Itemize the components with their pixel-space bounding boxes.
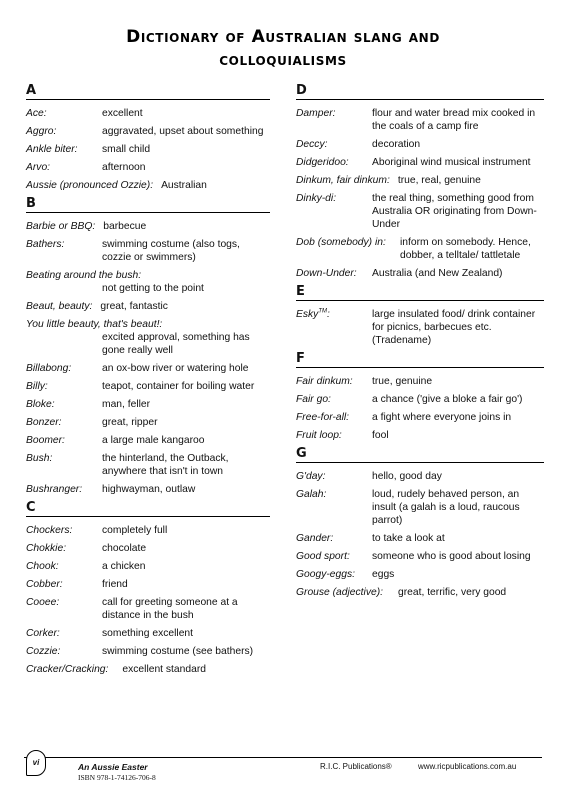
section-heading-g: G <box>296 447 544 463</box>
entry-definition: afternoon <box>102 162 146 173</box>
entry-term: Fair go: <box>296 394 331 405</box>
entry-term: Corker: <box>26 628 60 639</box>
entry-definition: loud, rudely behaved person, an insult (a galah is a loud, raucous parrot) <box>372 489 520 526</box>
title-line-2: colloquialisms <box>219 50 347 70</box>
entry-definition: someone who is good about losing <box>372 551 531 562</box>
section-a <box>26 84 270 192</box>
entry-term: Billy: <box>26 381 48 392</box>
entry-term: Free-for-all: <box>296 412 350 423</box>
entry-bushranger <box>26 483 270 496</box>
entry-term: Boomer: <box>26 435 65 446</box>
entry-term: Chockers: <box>26 525 73 536</box>
entry-term: Barbie or BBQ: <box>26 221 96 232</box>
entry-bloke <box>26 398 270 411</box>
entry-definition: a chance ('give a bloke a fair go') <box>372 394 523 405</box>
entry-ace <box>26 107 270 120</box>
entry-dinky-di <box>296 192 544 231</box>
title-line-1: Dictionary of Australian slang and <box>126 27 440 47</box>
entry-term: Down-Under: <box>296 268 357 279</box>
entry-definition: call for greeting someone at a distance in the bush <box>102 597 238 621</box>
entry-billy <box>26 380 270 393</box>
entry-chook <box>26 560 270 573</box>
entry-term: Dinky-di: <box>296 193 337 204</box>
entry-term: Billabong: <box>26 363 72 374</box>
entry-definition: swimming costume (see bathers) <box>102 646 254 657</box>
entry-term: Ace: <box>26 108 47 119</box>
section-g <box>296 447 544 599</box>
entry-galah <box>296 488 544 527</box>
entry-bathers <box>26 238 270 264</box>
page-number-badge: vi <box>26 750 46 776</box>
entry-term: Bush: <box>26 453 53 464</box>
entry-term: Aussie (pronounced Ozzie): <box>26 180 154 191</box>
entry-definition: a chicken <box>102 561 146 572</box>
entry-cozzie <box>26 645 270 658</box>
entry-definition: Australia (and New Zealand) <box>372 268 503 279</box>
entry-definition: aggravated, upset about something <box>102 126 264 137</box>
entry-term: Aggro: <box>26 126 57 137</box>
entry-barbie <box>26 220 270 233</box>
entry-term: Beaut, beauty: <box>26 301 93 312</box>
section-c <box>26 501 270 676</box>
entry-term: Cobber: <box>26 579 63 590</box>
entry-definition: something excellent <box>102 628 194 639</box>
entry-good-sport <box>296 550 544 563</box>
entry-term: You little beauty, that's beaut!: <box>26 319 163 330</box>
entry-term <box>296 308 330 321</box>
section-heading-b: B <box>26 197 270 213</box>
section-d <box>296 84 544 280</box>
entry-term: Bathers: <box>26 239 65 250</box>
entry-definition: a large male kangaroo <box>102 435 205 446</box>
entry-aggro <box>26 125 270 138</box>
section-e <box>296 285 544 347</box>
entry-term: Bushranger: <box>26 484 83 495</box>
entry-definition: the real thing, something good from Australia OR originating from Down-Under <box>372 193 537 230</box>
right-column <box>296 84 544 604</box>
entry-arvo <box>26 161 270 174</box>
entry-you-little-beauty <box>26 318 270 357</box>
entry-definition: fool <box>372 430 389 441</box>
entry-term: Cozzie: <box>26 646 61 657</box>
entry-cracker <box>26 663 270 676</box>
entry-down-under <box>296 267 544 280</box>
entry-definition: a fight where everyone joins in <box>372 412 512 423</box>
entry-didgeridoo <box>296 156 544 169</box>
entry-fair-go <box>296 393 544 406</box>
entry-damper <box>296 107 544 133</box>
entry-term: Fruit loop: <box>296 430 342 441</box>
entry-definition: flour and water bread mix cooked in the coals of a camp fire <box>372 108 536 132</box>
entry-definition: great, ripper <box>102 417 158 428</box>
entry-term: Good sport: <box>296 551 350 562</box>
entry-term-colon: : <box>327 309 330 320</box>
entry-term-word: Esky <box>296 309 319 320</box>
entry-definition: teapot, container for boiling water <box>102 381 255 392</box>
entry-gander <box>296 532 544 545</box>
entry-googy-eggs <box>296 568 544 581</box>
entry-free-for-all <box>296 411 544 424</box>
entry-chockers <box>26 524 270 537</box>
entry-beaut <box>26 300 270 313</box>
entry-term: Fair dinkum: <box>296 376 353 387</box>
entry-definition: inform on somebody. Hence, dobber, a telltale/ tattletale <box>400 237 531 261</box>
entry-definition: great, fantastic <box>100 301 168 312</box>
entry-definition: chocolate <box>102 543 147 554</box>
entry-bonzer <box>26 416 270 429</box>
section-f <box>296 352 544 442</box>
entry-definition: decoration <box>372 139 421 150</box>
entry-definition: great, terrific, very good <box>398 587 507 598</box>
section-heading-a: A <box>26 84 270 100</box>
entry-definition: an ox-bow river or watering hole <box>102 363 249 374</box>
section-heading-f: F <box>296 352 544 368</box>
section-b <box>26 197 270 496</box>
entry-term: Cooee: <box>26 597 60 608</box>
entry-term: Damper: <box>296 108 336 119</box>
entry-term: Beating around the bush: <box>26 270 142 281</box>
trademark-mark: TM <box>318 308 327 315</box>
entry-definition: swimming costume (also togs, cozzie or swimmers) <box>102 239 240 263</box>
entry-term: Googy-eggs: <box>296 569 355 580</box>
entry-aussie <box>26 179 270 192</box>
section-heading-e: E <box>296 285 544 301</box>
entry-term: G'day: <box>296 471 326 482</box>
entry-definition: excellent <box>102 108 143 119</box>
entry-term: Bloke: <box>26 399 55 410</box>
entry-definition: highwayman, outlaw <box>102 484 196 495</box>
entry-term: Deccy: <box>296 139 328 150</box>
entry-grouse <box>296 586 544 599</box>
entry-beating-around-the-bush <box>26 269 270 295</box>
entry-definition: small child <box>102 144 151 155</box>
entry-definition: excited approval, something has gone really well <box>102 332 250 356</box>
entry-definition: barbecue <box>103 221 147 232</box>
entry-definition: large insulated food/ drink container for picnics, barbecues etc. (Tradename) <box>372 309 536 346</box>
entry-boomer <box>26 434 270 447</box>
footer-isbn: ISBN 978-1-74126-706-8 <box>78 773 156 782</box>
entry-dob-in <box>296 236 544 262</box>
footer-publisher: R.I.C. Publications® <box>320 762 392 771</box>
entry-definition: friend <box>102 579 128 590</box>
entry-definition: true, genuine <box>372 376 433 387</box>
entry-cobber <box>26 578 270 591</box>
entry-term: Bonzer: <box>26 417 62 428</box>
entry-definition: true, real, genuine <box>397 175 481 186</box>
entry-chokkie <box>26 542 270 555</box>
entry-dinkum <box>296 174 544 187</box>
entry-definition: hello, good day <box>372 471 442 482</box>
entry-corker <box>26 627 270 640</box>
entry-fruit-loop <box>296 429 544 442</box>
entry-term: Cracker/Cracking: <box>26 664 109 675</box>
left-column <box>26 84 270 681</box>
entry-fair-dinkum <box>296 375 544 388</box>
entry-ankle-biter <box>26 143 270 156</box>
entry-term: Gander: <box>296 533 334 544</box>
entry-definition: eggs <box>372 569 395 580</box>
entry-esky <box>296 308 544 347</box>
entry-term: Dob (somebody) in: <box>296 237 386 248</box>
entry-term: Chokkie: <box>26 543 67 554</box>
entry-billabong <box>26 362 270 375</box>
entry-cooee <box>26 596 270 622</box>
entry-definition: to take a look at <box>372 533 445 544</box>
entry-term: Arvo: <box>26 162 51 173</box>
entry-term: Didgeridoo: <box>296 157 349 168</box>
entry-term: Galah: <box>296 489 327 500</box>
footer-url: www.ricpublications.com.au <box>418 762 517 771</box>
entry-term: Chook: <box>26 561 59 572</box>
entry-definition: Australian <box>161 180 207 191</box>
entry-definition: not getting to the point <box>102 283 204 294</box>
footer-book-title: An Aussie Easter <box>78 762 148 772</box>
entry-definition: completely full <box>102 525 168 536</box>
entry-definition: Aboriginal wind musical instrument <box>372 157 531 168</box>
entry-definition: man, feller <box>102 399 151 410</box>
entry-term: Ankle biter: <box>26 144 78 155</box>
entry-term: Dinkum, fair dinkum: <box>296 175 390 186</box>
entry-definition: the hinterland, the Outback, anywhere that isn't in town <box>102 453 229 477</box>
section-heading-d: D <box>296 84 544 100</box>
entry-bush <box>26 452 270 478</box>
page-title <box>0 26 566 72</box>
entry-deccy <box>296 138 544 151</box>
entry-definition: excellent standard <box>122 664 206 675</box>
entry-gday <box>296 470 544 483</box>
entry-term: Grouse (adjective): <box>296 587 383 598</box>
section-heading-c: C <box>26 501 270 517</box>
footer-divider <box>24 757 542 758</box>
